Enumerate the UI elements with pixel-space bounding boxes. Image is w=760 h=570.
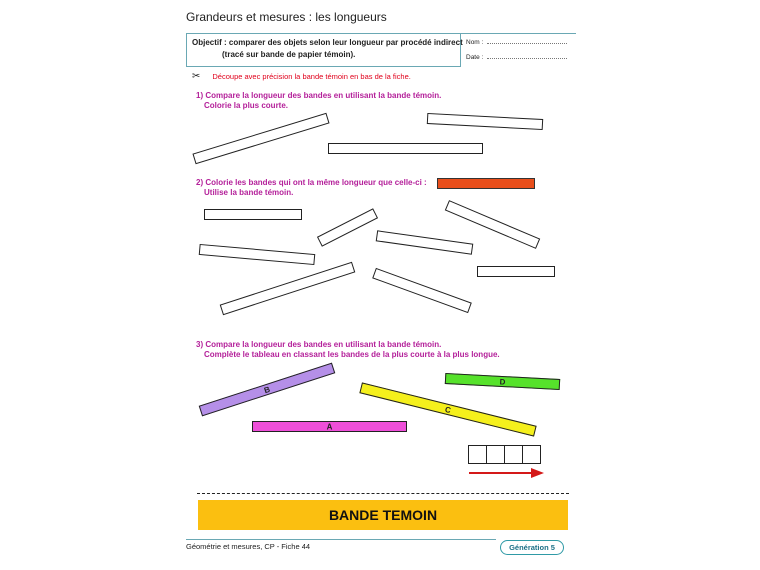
- arrow-right-icon: [469, 467, 545, 479]
- question-3-line2: Complète le tableau en classant les bandes de la plus courte à la plus longue.: [204, 350, 500, 359]
- band-B[interactable]: [199, 363, 336, 417]
- band-D-label: D: [499, 376, 506, 387]
- question-1: [196, 91, 441, 111]
- bande-temoin[interactable]: BANDE TEMOIN: [198, 500, 568, 530]
- question-2-line2: Utilise la bande témoin.: [204, 188, 294, 197]
- question-3: [196, 340, 500, 360]
- band-A-label: A: [326, 422, 333, 431]
- name-field[interactable]: [466, 38, 567, 46]
- ranking-table: [469, 445, 541, 464]
- band-q1-3[interactable]: [328, 143, 483, 154]
- ranking-cell[interactable]: [468, 445, 487, 464]
- date-dots: [487, 53, 567, 59]
- band-A[interactable]: [252, 421, 407, 432]
- objective-frame-left: [186, 33, 187, 67]
- band-q2-7[interactable]: [220, 262, 356, 315]
- band-q1-2[interactable]: [427, 113, 543, 130]
- objective-frame-top: [186, 33, 576, 34]
- objective-line2: (tracé sur bande de papier témoin).: [222, 50, 356, 59]
- question-2: [196, 178, 427, 198]
- date-field[interactable]: [466, 53, 567, 61]
- question-1-line2: Colorie la plus courte.: [204, 101, 289, 110]
- cut-instruction: Découpe avec précision la bande témoin en bas de la fiche.: [212, 72, 411, 81]
- reference-band: [437, 178, 535, 189]
- band-B-label: B: [262, 384, 272, 395]
- cut-line: [197, 493, 569, 494]
- name-label: Nom :: [466, 39, 484, 46]
- objective-box: [192, 37, 463, 61]
- objective-frame-bottom: [186, 66, 460, 67]
- band-q2-8[interactable]: [372, 268, 472, 313]
- cut-instruction-row: [192, 71, 411, 82]
- band-q2-5[interactable]: [199, 244, 316, 265]
- band-q2-1[interactable]: [204, 209, 302, 220]
- band-q1-1[interactable]: [192, 113, 329, 164]
- ranking-cell[interactable]: [504, 445, 523, 464]
- band-q2-2[interactable]: [317, 208, 378, 246]
- question-1-line1: 1) Compare la longueur des bandes en utilisant la bande témoin.: [196, 91, 442, 100]
- band-D[interactable]: [445, 373, 560, 390]
- name-dots: [487, 38, 567, 44]
- page-title: Grandeurs et mesures : les longueurs: [186, 10, 387, 24]
- footer-text: Géométrie et mesures, CP - Fiche 44: [186, 542, 311, 551]
- band-C-label: C: [444, 404, 452, 415]
- ranking-cell[interactable]: [486, 445, 505, 464]
- band-q2-4[interactable]: [376, 230, 474, 254]
- question-2-line1: 2) Colorie les bandes qui ont la même longueur que celle-ci :: [196, 178, 427, 187]
- ranking-cell[interactable]: [522, 445, 541, 464]
- question-3-line1: 3) Compare la longueur des bandes en utilisant la bande témoin.: [196, 340, 442, 349]
- band-q2-6[interactable]: [477, 266, 555, 277]
- scissors-icon: ✂: [192, 71, 201, 82]
- generation5-badge: Génération 5: [500, 540, 564, 555]
- footer-divider: [186, 539, 496, 540]
- date-label: Date :: [466, 54, 484, 61]
- objective-line1: Objectif : comparer des objets selon leur longueur par procédé indirect: [192, 38, 463, 47]
